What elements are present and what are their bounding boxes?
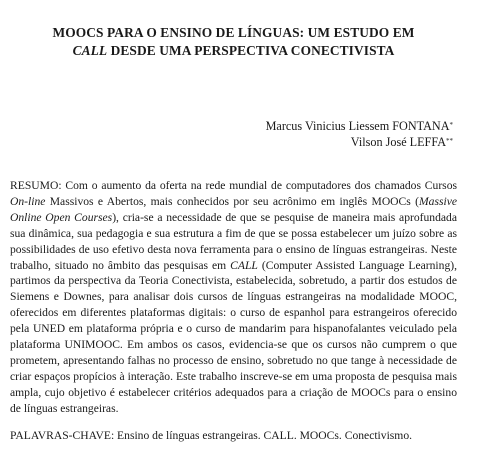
abstract-text-4: (Computer Assisted Language Learning), partimos da perspectiva da Teoria Conectivista, estabelecida, sobretudo, a partir dos estudos de Siemens e Downes, para analisar dois cursos de línguas estrangeiras na modalidade MOOC, oferecidos em diferentes plataformas digitais: o curso de espanhol para estrangeiros oferecido pela UNED em plataforma própria e o curso de mandarim para hispanofalantes veiculado pela plataforma UNIMOOC. Em ambos os casos, evidencia-se que os cursos não cumprem o que prometem, apresentando falhas no processo de ensino, sobretudo no que tange à necessidade de criar espaços propícios à interação. Este trabalho inscreve-se em uma proposta de pesquisa mais ampla, cujo objetivo é estabelecer critérios adequados para a criação de MOOCs para o ensino de línguas estrangeiras. xyxy=(10,258,458,415)
keywords: PALAVRAS-CHAVE: Ensino de línguas estrangeiras. CALL. MOOCs. Conectivismo. xyxy=(10,428,413,442)
paper-title xyxy=(10,0,457,60)
author-1-name: Marcus Vinicius Liessem FONTANA xyxy=(265,119,450,133)
author-block xyxy=(10,118,457,150)
abstract-italic-call: CALL xyxy=(230,258,258,272)
abstract-italic-online: On-line xyxy=(10,194,46,208)
title-line-2: DESDE UMA PERSPECTIVA CONECTIVISTA xyxy=(107,43,395,58)
abstract-italic-moocs: Massive Online Open Courses xyxy=(10,194,457,224)
title-call-italic: CALL xyxy=(72,43,108,58)
abstract xyxy=(10,178,457,417)
author-2 xyxy=(10,134,453,150)
author-2-name: Vilson José LEFFA xyxy=(350,135,446,149)
abstract-text-1: RESUMO: Com o aumento da oferta na rede mundial de computadores dos chamados Cursos xyxy=(10,179,457,192)
author-1-footnote-mark: * xyxy=(449,121,453,129)
author-2-footnote-mark: ** xyxy=(446,137,453,145)
abstract-text-3: ), cria-se a necessidade de que se pesquise de maneira mais aprofundada sua dinâmica, sua pedagogia e sua estrutura a fim de que se possa estabelecer um juízo sobre as possibilidades de uso efetivo desta nova ferramenta para o ensino de línguas estrangeiras. Neste trabalho, situado no âmbito das pesquisas em xyxy=(10,210,457,272)
title-line-1: MOOCS PARA O ENSINO DE LÍNGUAS: UM ESTUDO EM xyxy=(52,25,415,40)
author-1 xyxy=(10,118,453,134)
abstract-text-2: Massivos e Abertos, mais conhecidos por seu acrônimo em inglês MOOCs ( xyxy=(45,194,419,208)
